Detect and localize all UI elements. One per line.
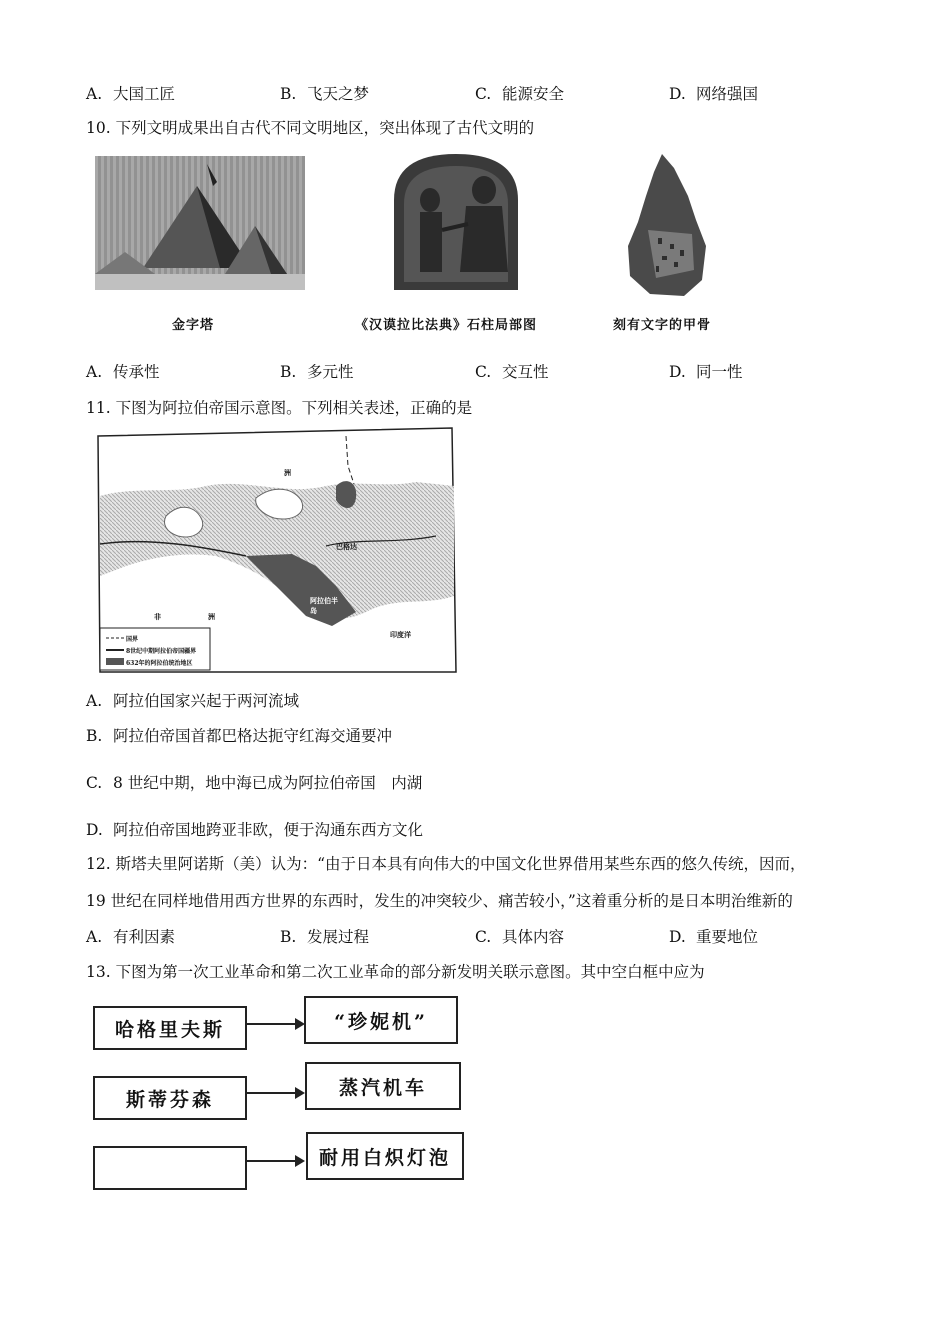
invention-box-3: 耐用白炽灯泡 [306, 1132, 464, 1180]
option-c[interactable]: C. 具体内容 [475, 928, 565, 946]
map-label-indian-ocean: 印度洋 [390, 630, 411, 639]
arab-empire-map [96, 426, 458, 674]
map-label-africa-2: 洲 [208, 612, 215, 621]
question-13-stem: 13. 下图为第一次工业革命和第二次工业革命的部分新发明关联示意图。其中空白框中应为 [86, 963, 705, 981]
option-c[interactable]: C. 8 世纪中期，地中海已成为阿拉伯帝国 内湖 [86, 774, 423, 792]
inventor-box-2: 斯蒂芬森 [93, 1076, 247, 1120]
legend-8th-century: 8世纪中期阿拉伯帝国疆界 [126, 648, 197, 655]
caption-oracle-bone: 刻有文字的甲骨 [613, 318, 712, 333]
inventor-box-1: 哈格里夫斯 [93, 1006, 247, 1050]
map-label-africa-1: 非 [154, 612, 161, 621]
option-a[interactable]: A. 传承性 [86, 363, 160, 381]
arrow-1 [245, 1023, 303, 1025]
question-12-stem-line2: 19 世纪在同样地借用西方世界的东西时，发生的冲突较少、痛苦较小，”这着重分析的是日本明治维新的 [86, 892, 793, 910]
hammurabi-stele-image [390, 150, 522, 292]
option-b[interactable]: B. 发展过程 [280, 928, 370, 946]
question-10-stem: 10. 下列文明成果出自古代不同文明地区，突出体现了古代文明的 [86, 119, 535, 137]
option-a[interactable]: A. 阿拉伯国家兴起于两河流域 [86, 692, 300, 710]
map-label-europe: 洲 [284, 468, 291, 477]
option-b[interactable]: B. 阿拉伯帝国首都巴格达扼守红海交通要冲 [86, 727, 393, 745]
inventor-box-blank[interactable] [93, 1146, 247, 1190]
option-b[interactable]: B. 飞天之梦 [280, 85, 370, 103]
option-d[interactable]: D. 阿拉伯帝国地跨亚非欧，便于沟通东西方文化 [86, 821, 424, 839]
caption-hammurabi: 《汉谟拉比法典》石柱局部图 [355, 318, 538, 333]
caption-pyramid: 金字塔 [172, 318, 215, 333]
legend-632: 632年的阿拉伯统治地区 [126, 660, 193, 667]
oracle-bone-image [622, 150, 712, 300]
option-d[interactable]: D. 同一性 [669, 363, 743, 381]
option-c[interactable]: C. 交互性 [475, 363, 549, 381]
legend-border: 国界 [126, 636, 139, 643]
pyramid-image [95, 156, 305, 290]
invention-box-1: “珍妮机” [304, 996, 458, 1044]
question-11-stem: 11. 下图为阿拉伯帝国示意图。下列相关表述，正确的是 [86, 399, 473, 417]
map-label-baghdad: 巴格达 [336, 542, 357, 551]
option-a[interactable]: A. 有利因素 [86, 928, 176, 946]
invention-box-2: 蒸汽机车 [305, 1062, 461, 1110]
option-d[interactable]: D. 网络强国 [669, 85, 759, 103]
arrow-2 [245, 1092, 303, 1094]
question-12-stem-line1: 12. 斯塔夫里阿诺斯（美）认为：“由于日本具有向伟大的中国文化世界借用某些东西的悠久传统，因而， [86, 855, 806, 873]
option-c[interactable]: C. 能源安全 [475, 85, 565, 103]
arrow-3 [245, 1160, 303, 1162]
option-d[interactable]: D. 重要地位 [669, 928, 759, 946]
option-a[interactable]: A. 大国工匠 [86, 85, 176, 103]
option-b[interactable]: B. 多元性 [280, 363, 354, 381]
map-label-arabian-peninsula: 阿拉伯半岛 [310, 596, 338, 615]
